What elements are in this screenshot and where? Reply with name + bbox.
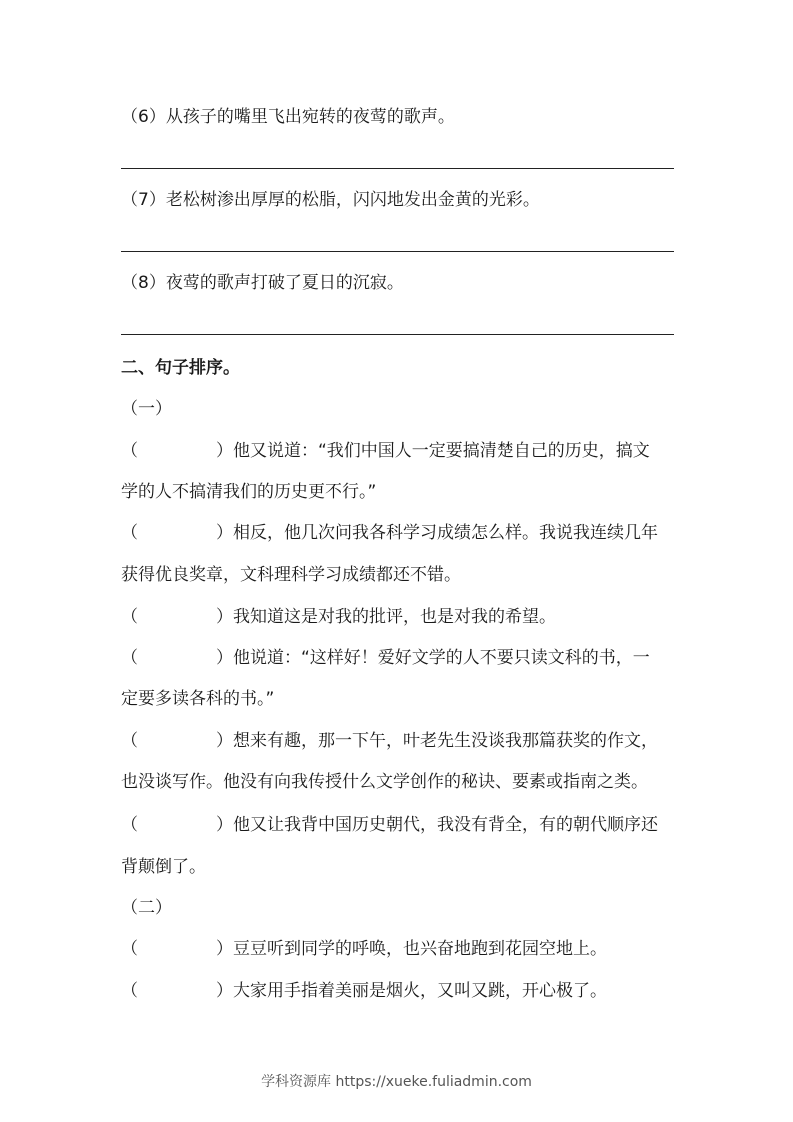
bracket-open: （ [121,607,138,627]
bracket-open: （ [121,981,138,1001]
sentence-text: 大家用手指着美丽是烟火，又叫又跳，开心极了。 [233,981,607,1001]
question-7: （7）老松树渗出厚厚的松脂，闪闪地发出金黄的光彩。 [121,190,540,210]
part-2-label: （二） [121,898,172,918]
bracket-close: ） [216,441,233,461]
bracket-close: ） [216,607,233,627]
sentence-continuation: 获得优良奖章，文科理科学习成绩都还不错。 [121,565,461,585]
part-1-label: （一） [121,399,172,419]
sentence-text: 他又让我背中国历史朝代，我没有背全，有的朝代顺序还 [233,815,658,835]
bracket-close: ） [216,523,233,543]
bracket-open: （ [121,523,138,543]
sentence-continuation: 定要多读各科的书。” [121,689,275,709]
sentence-text: 他说道：“这样好！爱好文学的人不要只读文科的书，一 [233,648,650,668]
answer-line-8 [121,334,674,335]
answer-line-7 [121,251,674,252]
order-sentence [121,938,681,960]
bracket-open: （ [121,815,138,835]
sentence-continuation: 背颠倒了。 [121,857,206,877]
order-sentence [121,814,681,836]
order-sentence [121,440,681,462]
sentence-continuation: 也没谈写作。他没有向我传授什么文学创作的秘诀、要素或指南之类。 [121,772,648,792]
bracket-close: ） [216,731,233,751]
question-8: （8）夜莺的歌声打破了夏日的沉寂。 [121,273,404,293]
bracket-close: ） [216,648,233,668]
order-sentence [121,522,681,544]
sentence-text: 他又说道：“我们中国人一定要搞清楚自己的历史，搞文 [233,441,650,461]
bracket-open: （ [121,731,138,751]
order-sentence [121,980,681,1002]
sentence-text: 想来有趣，那一下午，叶老先生没谈我那篇获奖的作文， [233,731,658,751]
section-2-title: 二、句子排序。 [121,358,240,378]
bracket-close: ） [216,815,233,835]
bracket-open: （ [121,939,138,959]
footer-watermark: 学科资源库 https://xueke.fuliadmin.com [261,1074,532,1090]
bracket-open: （ [121,648,138,668]
sentence-text: 相反，他几次问我各科学习成绩怎么样。我说我连续几年 [233,523,658,543]
order-sentence [121,606,681,628]
bracket-open: （ [121,441,138,461]
sentence-continuation: 学的人不搞清我们的历史更不行。” [121,482,377,502]
question-6: （6）从孩子的嘴里飞出宛转的夜莺的歌声。 [121,107,455,127]
order-sentence [121,730,681,752]
answer-line-6 [121,168,674,169]
order-sentence [121,647,681,669]
sentence-text: 我知道这是对我的批评，也是对我的希望。 [233,607,556,627]
bracket-close: ） [216,939,233,959]
bracket-close: ） [216,981,233,1001]
sentence-text: 豆豆听到同学的呼唤，也兴奋地跑到花园空地上。 [233,939,607,959]
